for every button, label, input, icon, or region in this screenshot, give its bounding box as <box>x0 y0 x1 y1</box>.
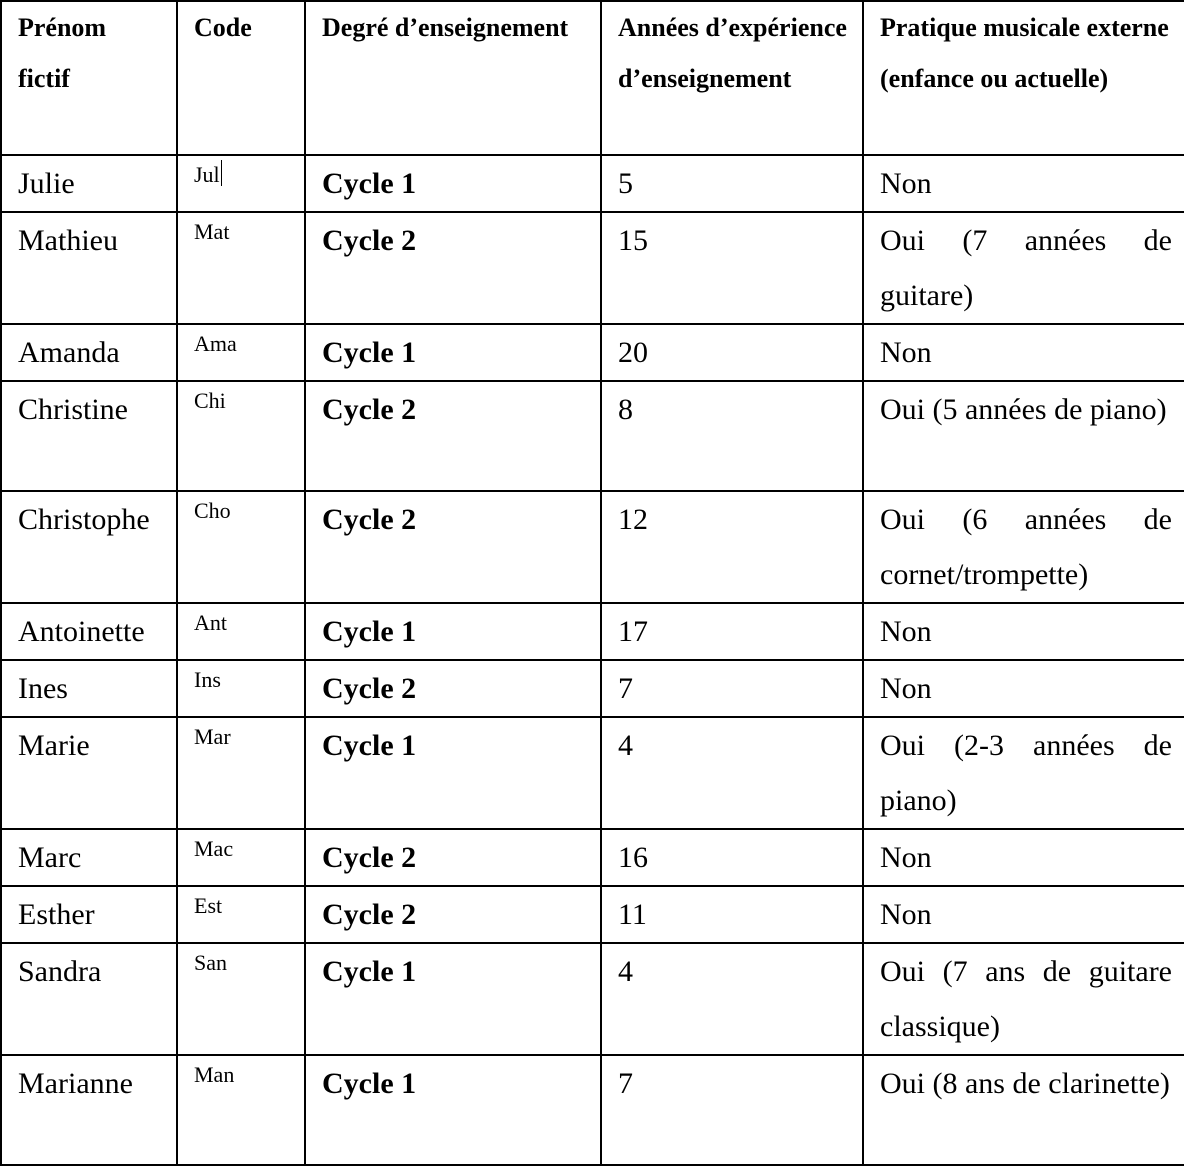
cell-cycle: Cycle 1 <box>305 324 601 381</box>
table-row <box>1 212 1184 324</box>
cell-code: Mar <box>177 717 305 829</box>
table-row <box>1 660 1184 717</box>
cell-code: San <box>177 943 305 1055</box>
cell-code: Ins <box>177 660 305 717</box>
table-row <box>1 381 1184 491</box>
cell-cycle: Cycle 1 <box>305 717 601 829</box>
cell-years: 12 <box>601 491 863 603</box>
cell-practice: Oui (7 années de guitare) <box>863 212 1184 324</box>
cell-name: Esther <box>1 886 177 943</box>
cell-name: Julie <box>1 155 177 212</box>
cell-cycle: Cycle 2 <box>305 491 601 603</box>
cell-name: Marianne <box>1 1055 177 1165</box>
cell-cycle: Cycle 1 <box>305 603 601 660</box>
cell-cycle: Cycle 2 <box>305 212 601 324</box>
table-row <box>1 155 1184 212</box>
cell-years: 15 <box>601 212 863 324</box>
cell-years: 16 <box>601 829 863 886</box>
cell-code: Cho <box>177 491 305 603</box>
cell-cycle: Cycle 2 <box>305 660 601 717</box>
cell-code: Est <box>177 886 305 943</box>
text-cursor <box>221 160 222 186</box>
cell-name: Ines <box>1 660 177 717</box>
table-row <box>1 886 1184 943</box>
cell-years: 17 <box>601 603 863 660</box>
cell-practice: Oui (7 ans de guitare classique) <box>863 943 1184 1055</box>
cell-years: 5 <box>601 155 863 212</box>
cell-name: Marc <box>1 829 177 886</box>
cell-practice: Non <box>863 660 1184 717</box>
cell-years: 7 <box>601 660 863 717</box>
cell-code[interactable] <box>177 155 305 212</box>
cell-cycle: Cycle 2 <box>305 381 601 491</box>
cell-code: Ama <box>177 324 305 381</box>
cell-practice: Oui (8 ans de clarinette) <box>863 1055 1184 1165</box>
cell-name: Amanda <box>1 324 177 381</box>
cell-cycle: Cycle 2 <box>305 886 601 943</box>
cell-practice: Oui (6 années de cornet/trompette) <box>863 491 1184 603</box>
cell-years: 4 <box>601 717 863 829</box>
cell-code: Chi <box>177 381 305 491</box>
header-code: Code <box>177 1 305 155</box>
cell-name: Christophe <box>1 491 177 603</box>
table-row <box>1 1055 1184 1165</box>
cell-cycle: Cycle 2 <box>305 829 601 886</box>
table-row <box>1 324 1184 381</box>
cell-code: Mat <box>177 212 305 324</box>
cell-practice: Oui (2-3 années de piano) <box>863 717 1184 829</box>
cell-practice: Oui (5 années de piano) <box>863 381 1184 491</box>
header-annees-experience: Années d’expérience d’enseignement <box>601 1 863 155</box>
cell-name: Christine <box>1 381 177 491</box>
table-header-row <box>1 1 1184 155</box>
cell-cycle: Cycle 1 <box>305 1055 601 1165</box>
table-row <box>1 603 1184 660</box>
cell-code: Ant <box>177 603 305 660</box>
cell-name: Mathieu <box>1 212 177 324</box>
table-row <box>1 717 1184 829</box>
cell-practice: Non <box>863 829 1184 886</box>
cell-code: Man <box>177 1055 305 1165</box>
cell-name: Marie <box>1 717 177 829</box>
cell-years: 8 <box>601 381 863 491</box>
cell-code-text: Jul <box>194 162 220 187</box>
cell-years: 11 <box>601 886 863 943</box>
cell-years: 20 <box>601 324 863 381</box>
header-prenom-fictif: Prénom fictif <box>1 1 177 155</box>
table-row <box>1 491 1184 603</box>
cell-years: 4 <box>601 943 863 1055</box>
header-pratique-musicale: Pratique musicale externe (enfance ou actuelle) <box>863 1 1184 155</box>
cell-code: Mac <box>177 829 305 886</box>
cell-cycle: Cycle 1 <box>305 943 601 1055</box>
cell-name: Antoinette <box>1 603 177 660</box>
cell-practice: Non <box>863 886 1184 943</box>
table-row <box>1 943 1184 1055</box>
table-row <box>1 829 1184 886</box>
header-degre-enseignement: Degré d’enseignement <box>305 1 601 155</box>
cell-cycle: Cycle 1 <box>305 155 601 212</box>
cell-name: Sandra <box>1 943 177 1055</box>
cell-practice: Non <box>863 155 1184 212</box>
cell-practice: Non <box>863 324 1184 381</box>
cell-practice: Non <box>863 603 1184 660</box>
cell-years: 7 <box>601 1055 863 1165</box>
